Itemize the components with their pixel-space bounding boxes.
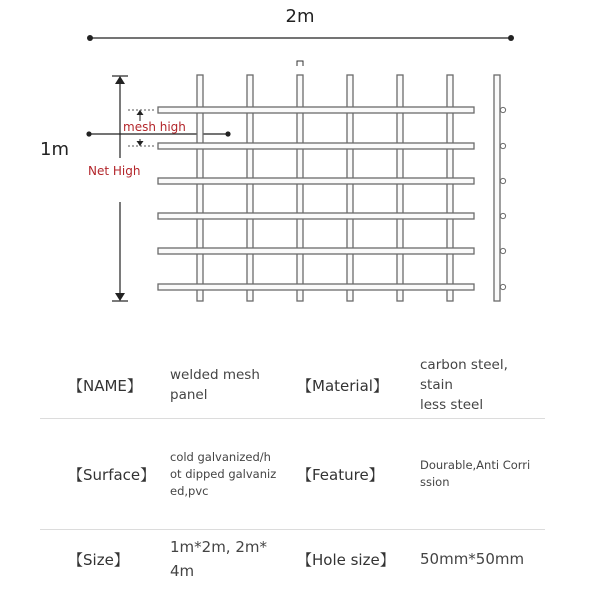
net-high-arrow-top (115, 76, 125, 84)
size-value-line-2: 4m (170, 562, 195, 580)
size-value (170, 535, 292, 583)
material-value (420, 355, 545, 415)
size-value-line-1: 1m*2m, 2m* (170, 538, 268, 556)
feature-label: 【Feature】 (297, 465, 384, 484)
center-tick-mark (297, 61, 303, 66)
post-clip (500, 213, 505, 218)
horizontal-wire (158, 143, 474, 149)
surface-value-line-3: ed,pvc (170, 483, 209, 498)
material-value-line-1: carbon steel, stain (420, 357, 508, 393)
mesh-grid (158, 75, 506, 301)
material-label: 【Material】 (297, 376, 388, 395)
height-pointer-end-dot (225, 131, 230, 136)
spec-table (40, 352, 545, 588)
net-high-arrow-bottom (115, 293, 125, 301)
hole-size-value (420, 547, 545, 571)
surface-value (170, 449, 292, 500)
name-label: 【NAME】 (68, 376, 142, 395)
mesh-high-label: mesh high (123, 120, 186, 134)
mesh-high-arrow-bottom (137, 141, 144, 146)
horizontal-wire (158, 284, 474, 290)
height-label: 1m (40, 139, 69, 160)
post-clip (500, 178, 505, 183)
name-value (170, 365, 292, 405)
post-clip (500, 248, 505, 253)
side-post (494, 75, 500, 301)
mesh-high-dimension (123, 110, 186, 146)
surface-value-line-1: cold galvanized/h (170, 449, 271, 464)
mesh-high-arrow-top (137, 110, 144, 115)
post-clip (500, 107, 505, 112)
horizontal-wire (158, 178, 474, 184)
name-value-line-1: welded mesh (170, 367, 260, 383)
post-clip (500, 284, 505, 289)
height-pointer-start-dot (86, 131, 91, 136)
spec-row-surface (40, 419, 545, 530)
hole-size-value-line-1: 50mm*50mm (420, 550, 525, 568)
width-dimension (87, 6, 514, 41)
horizontal-wire (158, 107, 474, 113)
feature-value-line-2: ssion (420, 475, 450, 489)
name-value-line-2: panel (170, 387, 208, 403)
net-high-label: Net High (88, 164, 141, 178)
width-dimension-start-dot (87, 35, 93, 41)
feature-value (420, 457, 545, 491)
spec-row-size (40, 530, 545, 588)
hole-size-label: 【Hole size】 (297, 550, 395, 569)
width-label: 2m (285, 6, 315, 27)
feature-value-line-1: Dourable,Anti Corri (420, 458, 531, 472)
surface-label: 【Surface】 (68, 465, 156, 484)
horizontal-wire (158, 213, 474, 219)
post-clip (500, 143, 505, 148)
material-value-line-2: less steel (420, 397, 484, 413)
spec-row-name (40, 352, 545, 419)
size-label: 【Size】 (68, 550, 129, 569)
surface-value-line-2: ot dipped galvaniz (170, 466, 277, 481)
width-dimension-end-dot (508, 35, 514, 41)
horizontal-wire (158, 248, 474, 254)
